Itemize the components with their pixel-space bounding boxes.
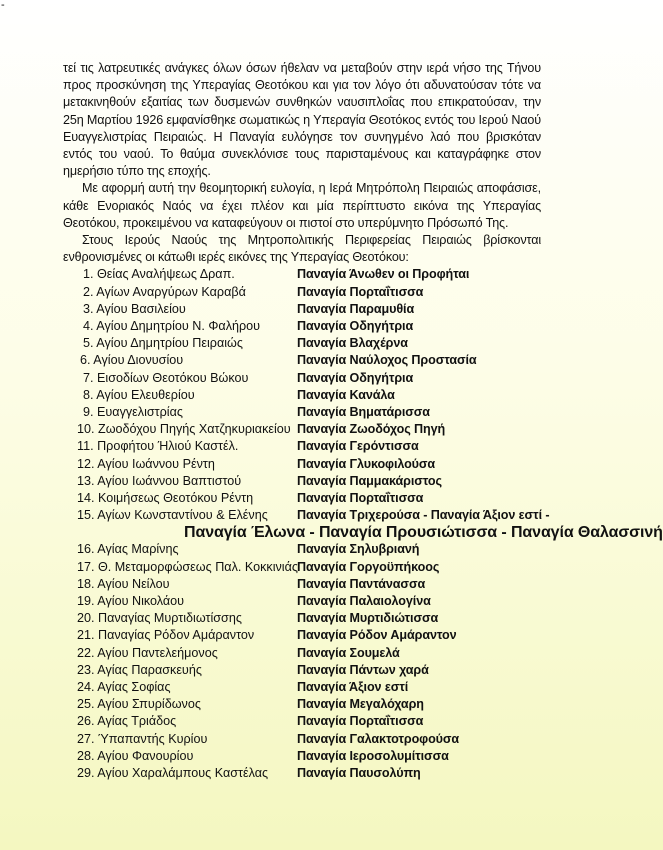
icon-title: Παναγία Μυρτιδιώτισσα bbox=[297, 611, 439, 626]
icon-title: Παναγία Παυσολύπη bbox=[297, 765, 421, 780]
church-name: 2. Αγίων Αναργύρων Καραβά bbox=[83, 284, 246, 299]
icon-title: Παναγία Άνωθεν οι Προφήται bbox=[297, 267, 470, 282]
list-item bbox=[63, 541, 541, 558]
list-item bbox=[63, 456, 541, 473]
icon-title: Παναγία Κανάλα bbox=[297, 387, 395, 402]
church-name: 18. Αγίου Νείλου bbox=[77, 576, 170, 591]
paragraph-1: τεί τις λατρευτικές ανάγκες όλων όσων ήθελαν να μεταβούν στην ιερά νήσο της Τήνου προς προσκύνηση της Υπεραγίας Θεοτόκου και για τον λόγο ότι αδυνατούσαν τότε να μετακινηθούν εξαιτίας των δυσμενών συνθηκών ναυσιπλοΐας που επικρατούσαν, την 25η Μαρτίου 1926 εμφανίσθηκε σωματικώς η Υπεραγία Θεοτόκος εντός του Ιερού Ναού Ευαγγελιστρίας Πειραιώς. Η Παναγία ευλόγησε τον συνηγμένο λαό που βρισκόταν εντός του ναού. Το θαύμα συνεκλόνισε τους παρισταμένους και καταγράφηκε στον ημερήσιο τύπο της εποχής. bbox=[63, 61, 541, 179]
icon-title: Παναγία Άξιον εστί bbox=[297, 679, 409, 694]
corner-mark: - bbox=[1, 0, 5, 11]
church-name: 1. Θείας Αναλήψεως Δραπ. bbox=[83, 267, 235, 282]
church-name: 13. Αγίου Ιωάννου Βαπτιστού bbox=[77, 473, 242, 488]
document-page bbox=[63, 60, 663, 782]
church-name: 8. Αγίου Ελευθερίου bbox=[83, 387, 195, 402]
list-item bbox=[63, 696, 541, 713]
church-name: 10. Ζωοδόχου Πηγής Χατζηκυριακείου bbox=[77, 422, 291, 437]
church-name: 17. Θ. Μεταμορφώσεως Παλ. Κοκκινιάς bbox=[77, 559, 298, 574]
icon-title: Παναγία Παμμακάριστος bbox=[297, 473, 442, 488]
list-item bbox=[63, 335, 541, 352]
icon-title: Παναγία Ρόδον Αμάραντον bbox=[297, 628, 457, 643]
list-item bbox=[63, 370, 541, 387]
icon-title: Παναγία Σουμελά bbox=[297, 645, 400, 660]
list-item bbox=[63, 266, 541, 283]
church-name: 5. Αγίου Δημητρίου Πειραιώς bbox=[83, 336, 243, 351]
icon-title: Παναγία Ιεροσολυμίτισσα bbox=[297, 748, 449, 763]
icon-title: Παναγία Σηλυβριανή bbox=[297, 542, 420, 557]
church-name: 3. Αγίου Βασιλείου bbox=[83, 301, 186, 316]
church-name: 15. Αγίων Κωνσταντίνου & Ελένης bbox=[77, 508, 268, 523]
list-item bbox=[63, 576, 541, 593]
list-item bbox=[63, 387, 541, 404]
list-item bbox=[63, 731, 541, 748]
church-name: 7. Εισοδίων Θεοτόκου Βώκου bbox=[83, 370, 249, 385]
church-name: 20. Παναγίας Μυρτιδιωτίσσης bbox=[77, 611, 242, 626]
list-item bbox=[63, 559, 541, 576]
list-item bbox=[63, 645, 541, 662]
icon-list-continued bbox=[63, 541, 541, 782]
paragraph-2: Με αφορμή αυτή την θεομητορική ευλογία, η Ιερά Μητρόπολη Πειραιώς αποφάσισε, κάθε Ενοριακός Ναός να έχει πλέον και μία περίπτυστο εικόνα της Υπεραγίας Θεοτόκου, προκειμένου να καταφεύγουν οι πιστοί στο υπερύμνητο Πρόσωπό Της. bbox=[63, 181, 541, 230]
icon-title: Παναγία Οδηγήτρια bbox=[297, 319, 414, 333]
list-item bbox=[63, 748, 541, 765]
icon-title: Παναγία Παντάνασσα bbox=[297, 576, 426, 591]
church-name: 26. Αγίας Τριάδος bbox=[77, 714, 177, 729]
list-item bbox=[63, 473, 541, 490]
church-name: 16. Αγίας Μαρίνης bbox=[77, 542, 179, 557]
church-name: 27. Ύπαπαντής Κυρίου bbox=[77, 731, 208, 746]
paragraph-3: Στους Ιερούς Ναούς της Μητροπολιτικής Περιφερείας Πειραιώς βρίσκονται ενθρονισμένες οι κάτωθι ιερές εικόνες της Υπεραγίας Θεοτόκου: bbox=[63, 233, 541, 265]
list-item bbox=[63, 421, 541, 438]
list-item bbox=[63, 318, 541, 335]
list-item bbox=[63, 490, 541, 507]
list-continuation-line: Παναγία Έλωνα - Παναγία Προυσιώτισσα - Παναγία Θαλασσινή bbox=[184, 524, 663, 542]
church-name: 28. Αγίου Φανουρίου bbox=[77, 748, 194, 763]
icon-title: Παναγία Πορταΐτισσα bbox=[297, 284, 424, 299]
icon-title: Παναγία Οδηγήτρια bbox=[297, 370, 414, 385]
church-name: 25. Αγίου Σπυρίδωνος bbox=[77, 697, 201, 712]
icon-title: Παναγία Μεγαλόχαρη bbox=[297, 697, 424, 712]
icon-title: Παναγία Πορταΐτισσα bbox=[297, 490, 424, 505]
icon-title: Παναγία Παλαιολογίνα bbox=[297, 594, 431, 608]
list-item bbox=[63, 610, 541, 627]
church-name: 14. Κοιμήσεως Θεοτόκου Ρέντη bbox=[77, 490, 254, 505]
church-name: 12. Αγίου Ιωάννου Ρέντη bbox=[77, 456, 215, 471]
icon-title: Παναγία Γαλακτοτροφούσα bbox=[297, 731, 460, 746]
church-name: 11. Προφήτου Ήλιού Καστέλ. bbox=[77, 439, 239, 454]
church-name: 6. Αγίου Διονυσίου bbox=[80, 353, 184, 368]
icon-title: Παναγία Βλαχέρνα bbox=[297, 336, 408, 351]
icon-list bbox=[63, 266, 550, 524]
church-name: 9. Ευαγγελιστρίας bbox=[83, 404, 183, 419]
icon-title: Παναγία Παραμυθία bbox=[297, 301, 415, 316]
icon-title: Παναγία Γλυκοφιλούσα bbox=[297, 456, 436, 471]
list-item bbox=[63, 627, 541, 644]
church-name: 23. Αγίας Παρασκευής bbox=[77, 662, 202, 677]
list-item bbox=[63, 593, 541, 610]
icon-title: Παναγία Τριχερούσα - Παναγία Άξιον εστί - bbox=[297, 508, 550, 523]
list-item bbox=[63, 662, 541, 679]
church-name: 21. Παναγίας Ρόδον Αμάραντον bbox=[77, 628, 255, 643]
icon-title: Παναγία Γοργοϋπήκοος bbox=[297, 559, 440, 574]
icon-title: Παναγία Πάντων χαρά bbox=[297, 662, 429, 677]
list-item bbox=[63, 713, 541, 730]
list-item bbox=[63, 765, 541, 782]
icon-title: Παναγία Ναύλοχος Προστασία bbox=[297, 353, 477, 368]
list-item bbox=[63, 404, 541, 421]
icon-title: Παναγία Πορταΐτισσα bbox=[297, 714, 424, 729]
church-name: 29. Αγίου Χαραλάμπους Καστέλας bbox=[77, 765, 269, 780]
list-item bbox=[63, 352, 541, 369]
church-name: 22. Αγίου Παντελεήμονος bbox=[77, 645, 218, 660]
icon-title: Παναγία Βηματάρισσα bbox=[297, 404, 430, 419]
church-name: 24. Αγίας Σοφίας bbox=[77, 679, 171, 694]
list-item bbox=[63, 301, 541, 318]
list-item bbox=[63, 284, 541, 301]
church-name: 19. Αγίου Νικολάου bbox=[77, 594, 185, 608]
icon-title: Παναγία Ζωοδόχος Πηγή bbox=[297, 422, 446, 437]
list-item bbox=[63, 679, 541, 696]
list-item bbox=[63, 507, 550, 524]
list-item bbox=[63, 438, 541, 455]
icon-title: Παναγία Γερόντισσα bbox=[297, 439, 419, 454]
church-name: 4. Αγίου Δημητρίου Ν. Φαλήρου bbox=[83, 319, 261, 333]
